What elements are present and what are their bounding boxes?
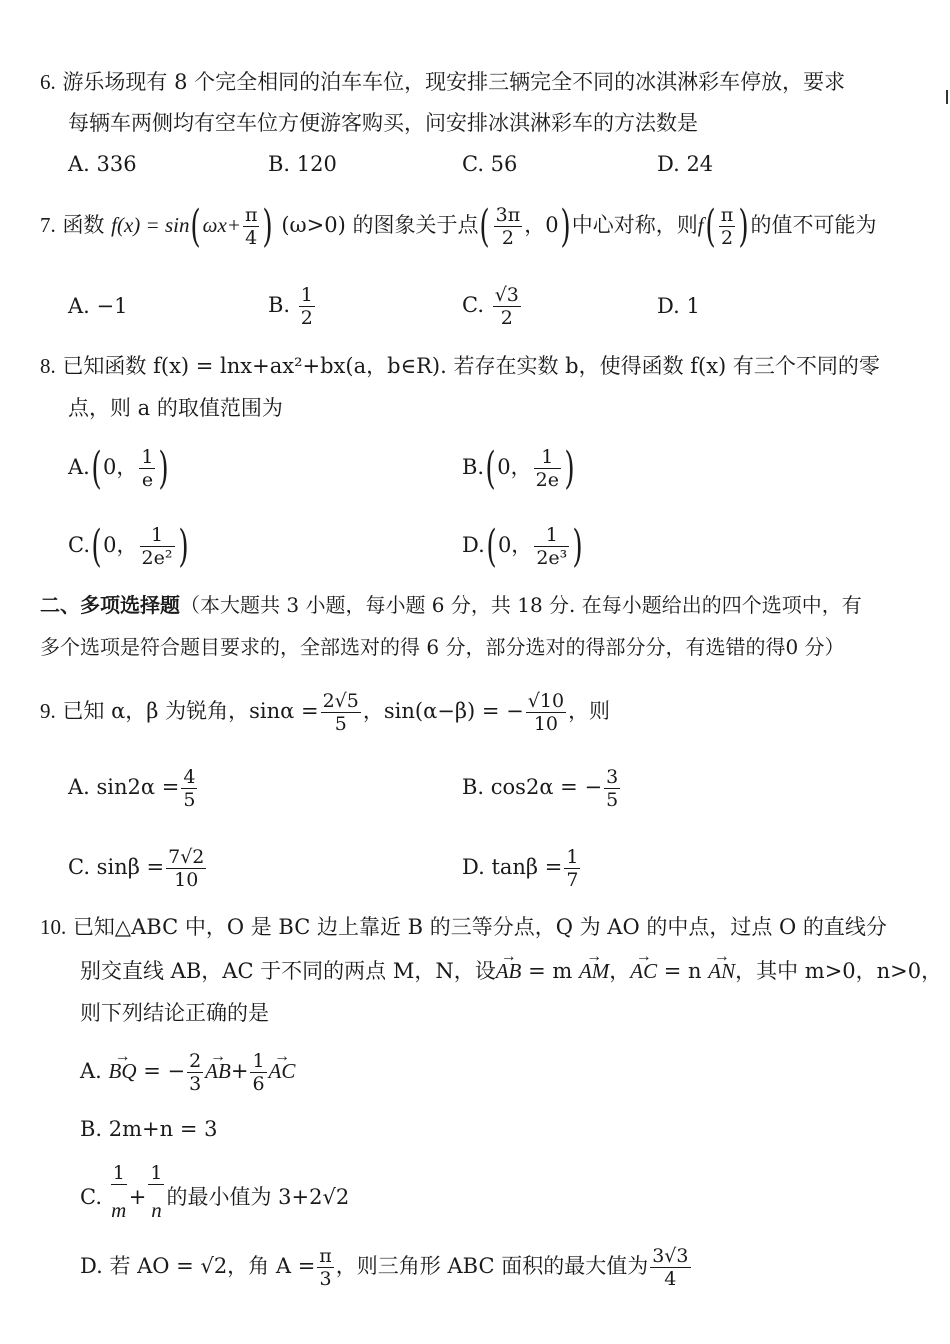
q7-frac-pi-4: $\frac{\pi}{4}$ <box>244 204 258 249</box>
section2-line1: 二、多项选择题（本大题共 3 小题，每小题 6 分，共 18 分. 在每小题给出的四个选项中，有 <box>40 593 862 617</box>
q6-option-b: B. 120 <box>268 152 337 176</box>
q6-line1: 6. 游乐场现有 8 个完全相同的泊车车位，现安排三辆完全不同的冰淇淋彩车停放，要求 <box>40 70 846 94</box>
q8-option-b: B.(0， $\frac{1}{2e}$ ) <box>462 442 575 494</box>
q7-option-b: B. $\frac{1}{2}$ <box>268 284 313 329</box>
q9-stem: 9. 已知 α，β 为锐角，sinα = $\frac{2√5}{5}$ ，sin(α−β) = − $\frac{√10}{10}$ ，则 <box>40 690 611 735</box>
q7-frac-pi-2: $\frac{\pi}{2}$ <box>720 204 734 249</box>
q7-option-a: A. −1 <box>68 294 128 318</box>
q10-option-b: B. 2m+n = 3 <box>80 1117 218 1141</box>
q10-line2: 别交直线 AB，AC 于不同的两点 M，N，设→ AB = m → AM，→ AC = n → AN，其中 m>0，n>0， <box>80 957 942 985</box>
q10-line1: 10. 已知△ABC 中，O 是 BC 边上靠近 B 的三等分点，Q 为 AO 的中点，过点 O 的直线分 <box>40 915 887 939</box>
section2-line2: 多个选项是符合题目要求的，全部选对的得 6 分，部分选对的得部分分，有选错的得0 分） <box>40 635 845 659</box>
edge-mark <box>946 90 948 104</box>
q6-option-a: A. 336 <box>68 152 137 176</box>
q9-option-b: B. cos2α = − $\frac{3}{5}$ <box>462 766 619 811</box>
q8-option-d: D.(0， $\frac{1}{\text{2e³}}$ ) <box>462 520 584 572</box>
q8-line1: 8. 已知函数 f(x) = lnx+ax²+bx(a，b∈R). 若存在实数 b，使得函数 f(x) 有三个不同的零 <box>40 354 880 378</box>
q10-line3: 则下列结论正确的是 <box>80 1001 269 1025</box>
q7-stem: 7. 函数 f(x) = sin(ωx+ $\frac{\pi}{4}$ ) (ω>0) 的图象关于点( $\frac{3\pi}{2}$ ，0)中心对称，则f( $\frac{\pi}{2}$ )的值不可能为 <box>40 200 877 252</box>
q9-option-d: D. tanβ = $\frac{1}{7}$ <box>462 846 579 891</box>
q10-option-a: A. → BQ = − $\frac{2}{3}$ → AB+ $\frac{1}{6}$ → AC <box>80 1046 295 1096</box>
section2-title: 二、多项选择题 <box>40 593 180 617</box>
q9-option-c: C. sinβ = $\frac{7√2}{10}$ <box>68 846 205 891</box>
q8-option-a: A.(0， $\frac{1}{e}$ ) <box>68 442 170 494</box>
q6-option-d: D. 24 <box>657 152 714 176</box>
q7-option-d: D. 1 <box>657 294 700 318</box>
q6-line2: 每辆车两侧均有空车位方便游客购买，问安排冰淇淋彩车的方法数是 <box>68 111 698 135</box>
q7-frac-3pi-2: $\frac{3\pi}{2}$ <box>495 204 521 249</box>
q7-option-c: C. $\frac{√3}{2}$ <box>462 284 519 329</box>
q8-line2: 点，则 a 的取值范围为 <box>68 396 283 420</box>
q9-option-a: A. sin2α = $\frac{4}{5}$ <box>68 766 196 811</box>
q6-option-c: C. 56 <box>462 152 518 176</box>
q8-option-c: C.(0， $\frac{1}{\text{2e²}}$ ) <box>68 520 189 572</box>
q10-option-c: C. $\frac{1}{m}+$ $\frac{1}{n}$的最小值为 3+2√2 <box>80 1162 350 1222</box>
q10-option-d: D. 若 AO = √2，角 A = $\frac{\pi}{3}$ ，则三角形 ABC 面积的最大值为 $\frac{3√3}{4}$ <box>80 1245 689 1290</box>
